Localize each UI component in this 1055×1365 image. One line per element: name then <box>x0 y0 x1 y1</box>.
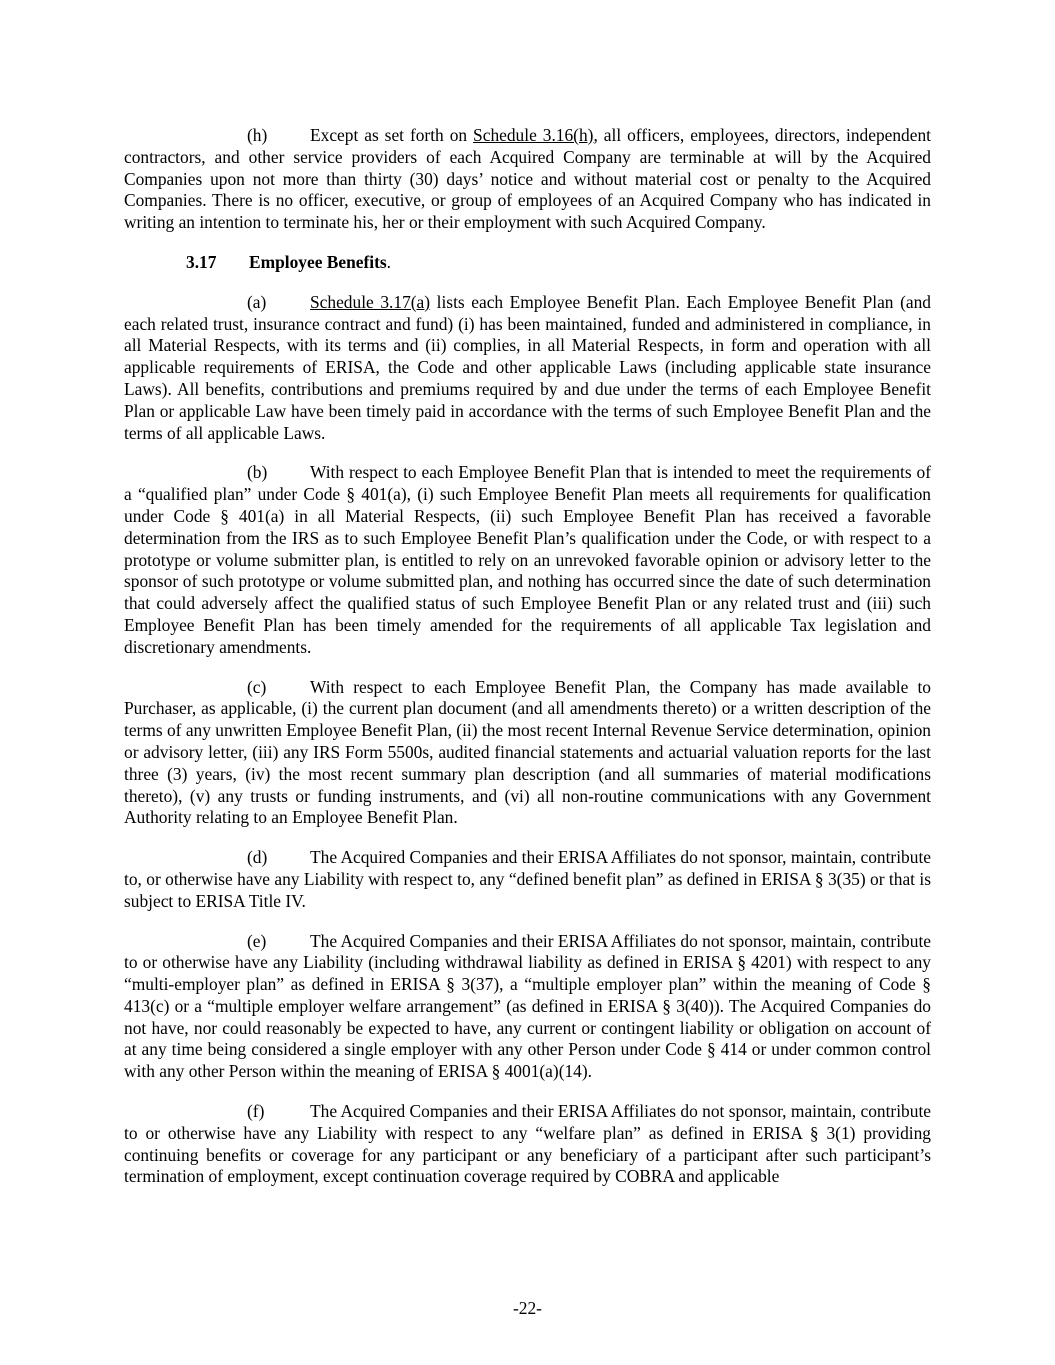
paragraph-label: (f) <box>247 1101 265 1122</box>
paragraph-b <box>124 462 931 658</box>
paragraph-c <box>124 677 931 830</box>
section-punct: . <box>386 251 392 272</box>
paragraph-d <box>124 847 931 912</box>
section-heading <box>124 252 931 274</box>
paragraph-label: (a) <box>247 291 267 312</box>
paragraph-label: (d) <box>247 847 268 868</box>
paragraph-label: (b) <box>247 462 268 483</box>
section-number: 3.17 <box>186 251 217 272</box>
paragraph-f <box>124 1101 931 1188</box>
paragraph-text: With respect to each Employee Benefit Plan that is intended to meet the requirements of a “qualified plan” under Code § 401(a), (i) such Employee Benefit Plan meets all requirements for qualification under Code § 401(a) in all Material Respects, (ii) such Employee Benefit Plan has received a favorable determination from the IRS as to such Employee Benefit Plan’s qualification under the Code, or with respect to a prototype or volume submitter plan, is entitled to rely on an unrevoked favorable opinion or advisory letter to the sponsor of such prototype or volume submitted plan, and nothing has occurred since the date of such determination that could adversely affect the qualified status of such Employee Benefit Plan or any related trust and (iii) such Employee Benefit Plan has been timely amended for the requirements of all applicable Tax legislation and discretionary amendments. <box>124 462 931 657</box>
paragraph-label: (e) <box>247 930 267 951</box>
paragraph-e <box>124 931 931 1084</box>
document-page <box>124 125 931 1206</box>
paragraph-text: The Acquired Companies and their ERISA Affiliates do not sponsor, maintain, contribute to or otherwise have any Liability with respect to any “welfare plan” as defined in ERISA § 3(1) providing continuing benefits or coverage for any participant or any beneficiary of a participant after such participant’s termination of employment, except continuation coverage required by COBRA and applicable <box>124 1101 931 1187</box>
paragraph-text: The Acquired Companies and their ERISA Affiliates do not sponsor, maintain, contribute to or otherwise have any Liability (including withdrawal liability as defined in ERISA § 4201) with respect to any “multi-employer plan” as defined in ERISA § 3(37), a “multiple employer plan” within the meaning of Code § 413(c) or a “multiple employer welfare arrangement” (as defined in ERISA § 3(40)). The Acquired Companies do not have, nor could reasonably be expected to have, any current or contingent liability or obligation on account of at any time being considered a single employer with any other Person under Code § 414 or under common control with any other Person within the meaning of ERISA § 4001(a)(14). <box>124 930 931 1082</box>
schedule-reference: Schedule 3.17(a) <box>310 291 431 312</box>
paragraph-lead: Except as set forth on <box>310 125 474 145</box>
paragraph-h <box>124 125 931 234</box>
paragraph-label: (h) <box>247 125 268 145</box>
section-title: Employee Benefits <box>249 251 387 272</box>
paragraph-text: , all officers, employees, directors, independent contractors, and other service providers of each Acquired Company are terminable at will by the Acquired Companies upon not more than thirty (30) days’ notice and without material cost or penalty to the Acquired Companies. There is no officer, executive, or group of employees of an Acquired Company who has indicated in writing an intention to terminate his, her or their employment with such Acquired Company. <box>124 125 931 233</box>
paragraph-a <box>124 292 931 445</box>
paragraph-text: With respect to each Employee Benefit Plan, the Company has made available to Purchaser, as applicable, (i) the current plan document (and all amendments thereto) or a written description of the terms of any unwritten Employee Benefit Plan, (ii) the most recent Internal Revenue Service determination, opinion or advisory letter, (iii) any IRS Form 5500s, audited financial statements and actuarial valuation reports for the last three (3) years, (iv) the most recent summary plan description (and all summaries of material modifications thereto), (v) any trusts or funding instruments, and (vi) all non-routine communications with any Government Authority relating to an Employee Benefit Plan. <box>124 676 931 828</box>
page-number: -22- <box>513 1298 542 1318</box>
paragraph-text: lists each Employee Benefit Plan. Each Employee Benefit Plan (and each related trust, insurance contract and fund) (i) has been maintained, funded and administered in compliance, in all Material Respects, with its terms and (ii) complies, in all Material Respects, in form and operation with all applicable requirements of ERISA, the Code and other applicable Laws (including applicable state insurance Laws). All benefits, contributions and premiums required by and due under the terms of each Employee Benefit Plan or applicable Law have been timely paid in accordance with the terms of such Employee Benefit Plan and the terms of all applicable Laws. <box>124 291 931 443</box>
paragraph-text: The Acquired Companies and their ERISA Affiliates do not sponsor, maintain, contribute to, or otherwise have any Liability with respect to, any “defined benefit plan” as defined in ERISA § 3(35) or that is subject to ERISA Title IV. <box>124 847 931 911</box>
paragraph-label: (c) <box>247 676 267 697</box>
schedule-reference: Schedule 3.16(h) <box>473 125 594 145</box>
